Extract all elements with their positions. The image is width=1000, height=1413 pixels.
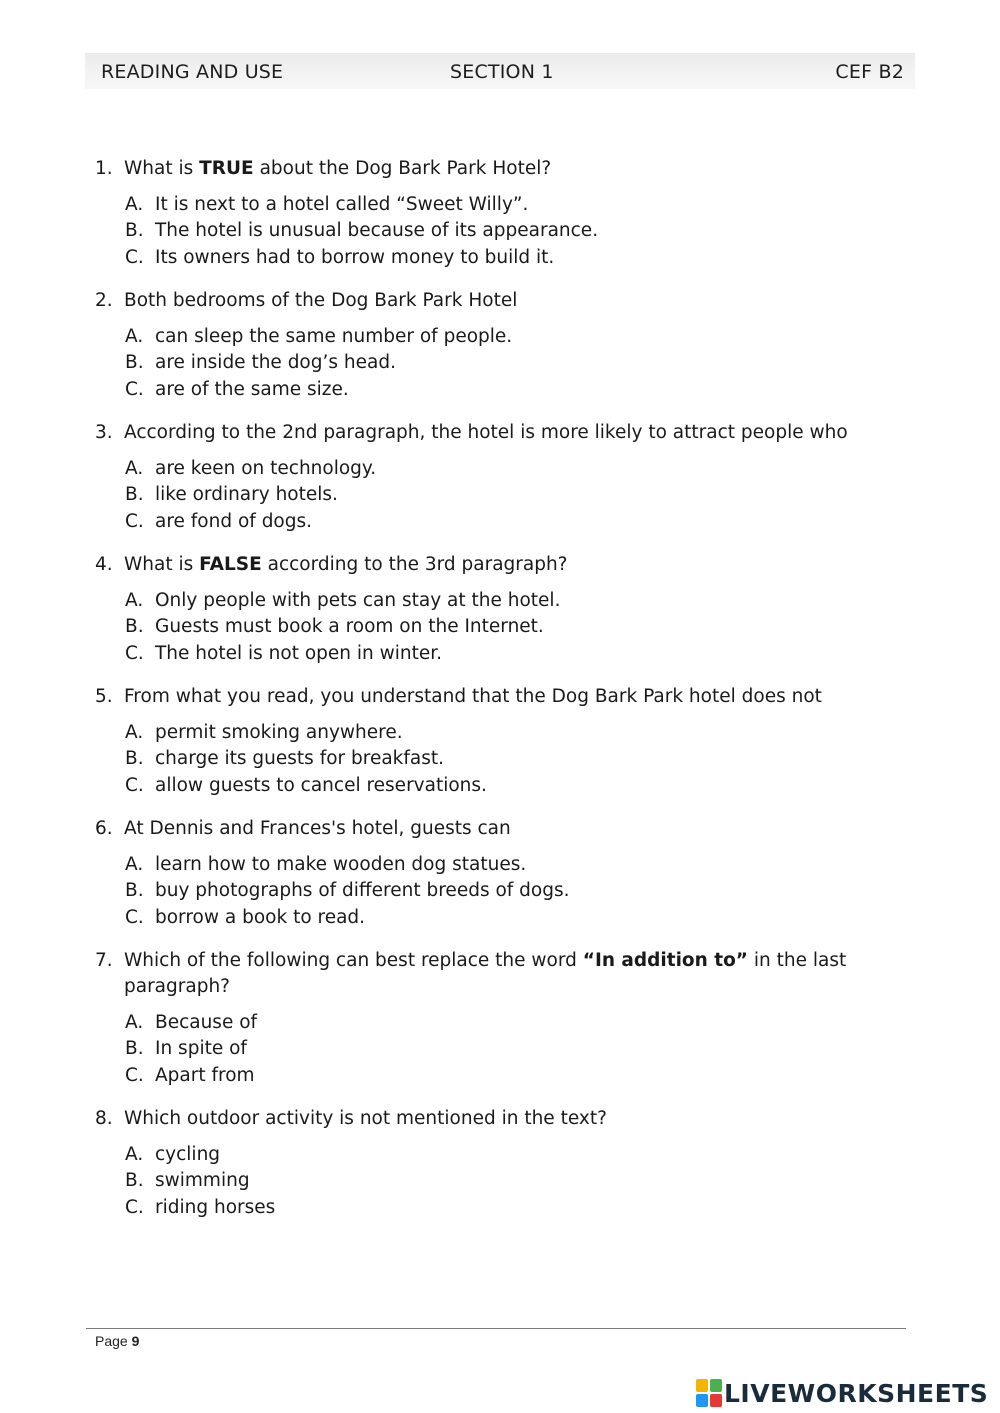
question-text: Which of the following can best replace the word “In addition to” in the last paragraph?: [124, 950, 847, 997]
option-c[interactable]: C. Its owners had to borrow money to build it.: [125, 246, 555, 268]
question-number: 7.: [95, 950, 113, 971]
question-2: [95, 288, 855, 403]
option-a[interactable]: A. learn how to make wooden dog statues.: [125, 854, 527, 875]
option-c[interactable]: C. The hotel is not open in winter.: [125, 642, 443, 664]
question-text: What is FALSE according to the 3rd paragraph?: [124, 554, 568, 575]
question-text: From what you read, you understand that the Dog Bark Park hotel does not: [124, 686, 822, 707]
question-number: 3.: [95, 422, 113, 443]
question-number: 2.: [95, 290, 113, 311]
option-b[interactable]: B. swimming: [125, 1170, 250, 1192]
option-b[interactable]: B. In spite of: [125, 1038, 247, 1060]
option-b[interactable]: B. are inside the dog’s head.: [125, 352, 396, 374]
question-3: [95, 420, 855, 535]
option-c[interactable]: C. riding horses: [125, 1196, 276, 1218]
question-4: [95, 552, 855, 667]
question-number: 1.: [95, 158, 113, 179]
logo-text: LIVEWORKSHEETS: [724, 1378, 989, 1408]
question-number: 4.: [95, 554, 113, 575]
option-c[interactable]: C. are fond of dogs.: [125, 510, 313, 532]
logo-icon: [696, 1379, 722, 1407]
option-a[interactable]: A. Because of: [125, 1012, 258, 1033]
question-text: Both bedrooms of the Dog Bark Park Hotel: [124, 290, 518, 311]
option-b[interactable]: B. Guests must book a room on the Internet.: [125, 616, 544, 638]
header-section: SECTION 1: [450, 61, 554, 83]
option-a[interactable]: A. permit smoking anywhere.: [125, 722, 403, 743]
question-7: [95, 948, 855, 1089]
option-a[interactable]: A. are keen on technology.: [125, 458, 377, 479]
page-number: Page 9: [95, 1333, 140, 1349]
option-a[interactable]: A. can sleep the same number of people.: [125, 326, 513, 347]
question-text: Which outdoor activity is not mentioned in the text?: [124, 1108, 607, 1129]
option-a[interactable]: A. cycling: [125, 1144, 221, 1165]
question-text: What is TRUE about the Dog Bark Park Hotel?: [124, 158, 552, 179]
option-c[interactable]: C. Apart from: [125, 1064, 255, 1086]
option-c[interactable]: C. are of the same size.: [125, 378, 349, 400]
question-number: 6.: [95, 818, 113, 839]
question-8: [95, 1106, 855, 1221]
footer-divider: [86, 1328, 906, 1329]
header-level: CEF B2: [835, 61, 904, 83]
question-1: [95, 156, 855, 271]
option-b[interactable]: B. like ordinary hotels.: [125, 484, 338, 506]
option-c[interactable]: C. borrow a book to read.: [125, 906, 366, 928]
question-5: [95, 684, 855, 799]
question-number: 5.: [95, 686, 113, 707]
option-c[interactable]: C. allow guests to cancel reservations.: [125, 774, 487, 796]
page-header: [85, 53, 915, 89]
option-b[interactable]: B. buy photographs of different breeds of dogs.: [125, 880, 570, 902]
option-a[interactable]: A. It is next to a hotel called “Sweet Willy”.: [125, 194, 529, 215]
question-number: 8.: [95, 1108, 113, 1129]
question-text: According to the 2nd paragraph, the hotel is more likely to attract people who: [124, 422, 848, 443]
option-b[interactable]: B. The hotel is unusual because of its appearance.: [125, 220, 599, 242]
option-a[interactable]: A. Only people with pets can stay at the hotel.: [125, 590, 561, 611]
header-subject: READING AND USE: [101, 61, 284, 83]
question-6: [95, 816, 855, 931]
option-b[interactable]: B. charge its guests for breakfast.: [125, 748, 445, 770]
question-text: At Dennis and Frances's hotel, guests can: [124, 818, 511, 839]
liveworksheets-logo[interactable]: [696, 1373, 988, 1413]
